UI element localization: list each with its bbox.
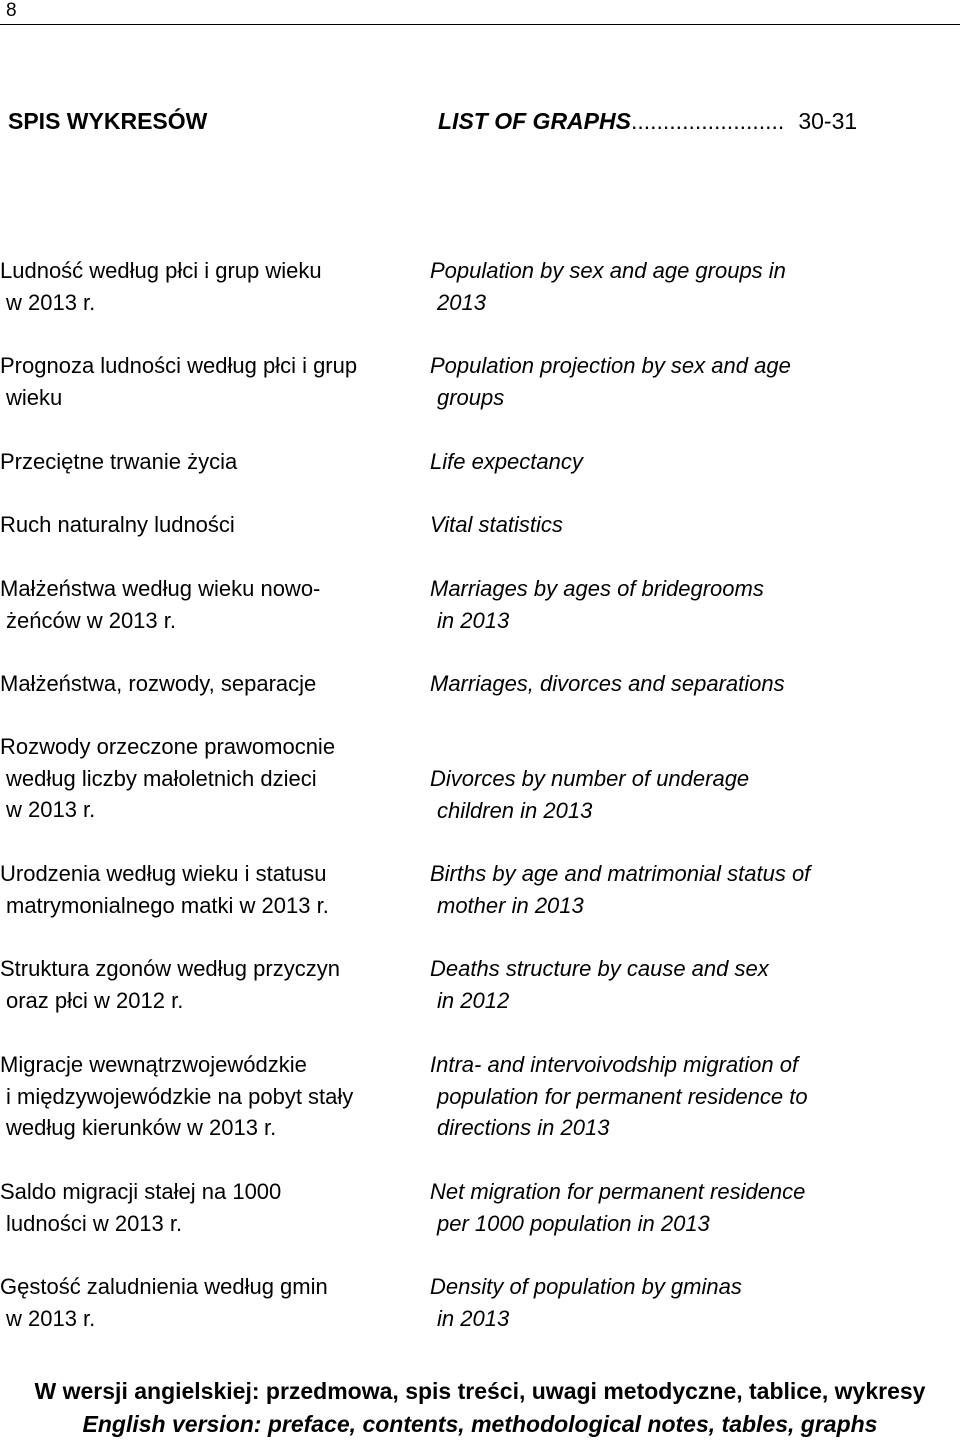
graph-entry-line: Density of population by gminas bbox=[430, 1274, 742, 1299]
graph-entry-line: w 2013 r. bbox=[6, 289, 96, 315]
graph-entry-pl bbox=[0, 858, 329, 921]
graph-entry-line: Net migration for permanent residence bbox=[430, 1179, 806, 1204]
graph-entry-line: Marriages by ages of bridegrooms bbox=[430, 576, 764, 601]
graph-entry-line: według kierunków w 2013 r. bbox=[6, 1115, 277, 1140]
graph-entry-en bbox=[430, 350, 791, 413]
graph-entry-line: Saldo migracji stałej na 1000 bbox=[0, 1179, 282, 1204]
graph-entry-line: żeńców w 2013 r. bbox=[6, 607, 176, 633]
graph-entry-pl bbox=[0, 1049, 353, 1144]
graph-entry-line: Births by age and matrimonial status of bbox=[430, 861, 811, 886]
graph-entry-pl bbox=[0, 446, 237, 478]
graph-entry-pl bbox=[0, 509, 235, 541]
graph-entry-line: directions in 2013 bbox=[437, 1115, 610, 1140]
graph-entry-line: ludności w 2013 r. bbox=[6, 1210, 183, 1236]
graph-entry-line: per 1000 population in 2013 bbox=[437, 1210, 710, 1236]
graph-entry-line: children in 2013 bbox=[437, 797, 593, 823]
heading-polish: SPIS WYKRESÓW bbox=[8, 108, 208, 134]
heading-english bbox=[438, 106, 857, 136]
graph-entry-en bbox=[430, 1049, 808, 1144]
graph-entry-pl bbox=[0, 350, 357, 413]
graph-entry-line: Małżeństwa według wieku nowo- bbox=[0, 576, 321, 601]
graph-entry-pl bbox=[0, 573, 320, 636]
graph-entry-line: w 2013 r. bbox=[6, 1305, 96, 1331]
graph-entry-line: Rozwody orzeczone prawomocnie bbox=[0, 734, 336, 759]
graph-entry-en bbox=[430, 509, 563, 541]
graph-entry-line: Population projection by sex and age bbox=[430, 353, 791, 378]
graph-entry-line: Przeciętne trwanie życia bbox=[0, 449, 238, 474]
graph-entry-line: Population by sex and age groups in bbox=[430, 258, 786, 283]
graph-entry-pl bbox=[0, 1176, 281, 1239]
graph-entry-en bbox=[430, 446, 583, 478]
page-number: 8 bbox=[6, 0, 17, 21]
graph-entry-line: Małżeństwa, rozwody, separacje bbox=[0, 671, 317, 696]
graph-entry-line: w 2013 r. bbox=[6, 797, 96, 822]
graph-entry-line: in 2012 bbox=[437, 987, 510, 1013]
heading-leader-dots: ........................ bbox=[630, 108, 785, 134]
graph-entry-pl bbox=[0, 1271, 328, 1334]
graph-entry-line: oraz płci w 2012 r. bbox=[6, 987, 184, 1013]
graph-entry-line: Urodzenia według wieku i statusu bbox=[0, 861, 327, 886]
graph-entry-pl bbox=[0, 668, 316, 700]
graph-entry-pl bbox=[0, 953, 340, 1016]
graph-entry-line: 2013 bbox=[437, 289, 486, 315]
graph-entry-line: Divorces by number of underage bbox=[430, 766, 750, 791]
graph-entry-line: mother in 2013 bbox=[437, 892, 584, 918]
graph-entry-en bbox=[430, 953, 769, 1016]
graph-entry-pl bbox=[0, 731, 335, 826]
graph-entry-line: Vital statistics bbox=[430, 512, 563, 537]
graph-entry-line: Marriages, divorces and separations bbox=[430, 671, 785, 696]
footer-note-polish: W wersji angielskiej: przedmowa, spis treści, uwagi metodyczne, tablice, wykresy bbox=[34, 1378, 926, 1404]
graph-entry-line: in 2013 bbox=[437, 607, 510, 633]
graph-entry-en bbox=[430, 668, 785, 700]
graph-entry-line: i międzywojewódzkie na pobyt stały bbox=[6, 1083, 354, 1109]
footer-note-english: English version: preface, contents, methodological notes, tables, graphs bbox=[82, 1411, 878, 1437]
graph-entry-en bbox=[430, 858, 810, 921]
heading-page-range: 30-31 bbox=[798, 108, 858, 134]
graph-entry-line: Struktura zgonów według przyczyn bbox=[0, 956, 340, 981]
graph-entry-line: Gęstość zaludnienia według gmin bbox=[0, 1274, 328, 1299]
graph-entry-en bbox=[430, 573, 764, 636]
header-rule bbox=[0, 24, 960, 25]
graph-entry-line: Deaths structure by cause and sex bbox=[430, 956, 769, 981]
graph-entry-line: groups bbox=[437, 384, 505, 410]
graph-entry-en bbox=[430, 1176, 805, 1239]
heading-english-title: LIST OF GRAPHS bbox=[438, 108, 631, 134]
graph-entry-line: wieku bbox=[6, 384, 63, 410]
graph-entry-line: Migracje wewnątrzwojewódzkie bbox=[0, 1052, 307, 1077]
graph-entry-line: in 2013 bbox=[437, 1305, 510, 1331]
graph-entry-en bbox=[430, 763, 749, 826]
graph-entry-line: Life expectancy bbox=[430, 449, 583, 474]
graph-entry-en bbox=[430, 1271, 742, 1334]
graph-entry-line: Prognoza ludności według płci i grup bbox=[0, 353, 358, 378]
graph-entry-line: population for permanent residence to bbox=[437, 1083, 808, 1109]
graph-entry-pl bbox=[0, 255, 322, 318]
graph-entry-line: Ruch naturalny ludności bbox=[0, 512, 235, 537]
graph-entry-line: Intra- and intervoivodship migration of bbox=[430, 1052, 799, 1077]
graph-entry-line: według liczby małoletnich dzieci bbox=[6, 765, 317, 791]
graph-entry-line: Ludność według płci i grup wieku bbox=[0, 258, 322, 283]
graph-entry-en bbox=[430, 255, 786, 318]
graph-entry-line: matrymonialnego matki w 2013 r. bbox=[6, 892, 329, 918]
